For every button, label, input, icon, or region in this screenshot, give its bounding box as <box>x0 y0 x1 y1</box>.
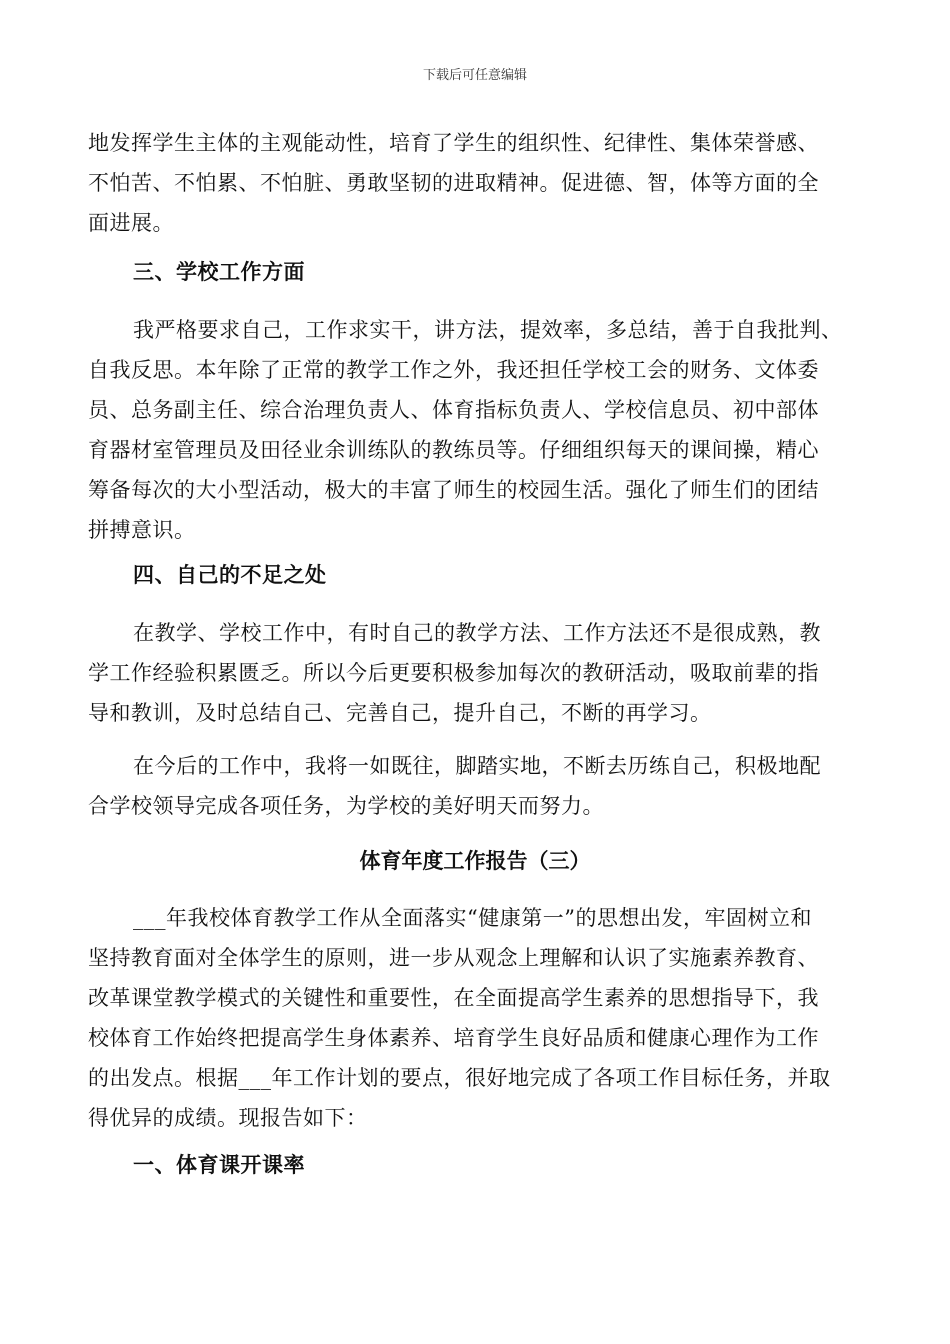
text-line: 的出发点。根据___年工作计划的要点，很好地完成了各项工作目标任务，并取 <box>88 1066 831 1090</box>
text-line: 在教学、学校工作中，有时自己的教学方法、工作方法还不是很成熟，教 <box>133 621 821 645</box>
text-line: 育器材室管理员及田径业余训练队的教练员等。仔细组织每天的课间操，精心 <box>88 438 819 462</box>
section-heading-1 <box>88 1145 863 1185</box>
text-line: 地发挥学生主体的主观能动性，培育了学生的组织性、纪律性、集体荣誉感、 <box>88 131 819 155</box>
heading-text: 四、自己的不足之处 <box>133 562 327 587</box>
heading-text: 三、学校工作方面 <box>133 259 305 284</box>
text-line: 员、总务副主任、综合治理负责人、体育指标负责人、学校信息员、初中部体 <box>88 398 819 422</box>
paragraph-3 <box>88 613 863 733</box>
text-line: ___年我校体育教学工作从全面落实“健康第一”的思想出发，牢固树立和 <box>133 906 812 930</box>
section-heading-3 <box>88 252 863 292</box>
text-line: 拼搏意识。 <box>88 518 196 542</box>
text-line: 不怕苦、不怕累、不怕脏、勇敢坚韧的进取精神。促进德、智，体等方面的全 <box>88 171 819 195</box>
section-heading-4 <box>88 555 863 595</box>
text-line: 导和教训，及时总结自己、完善自己，提升自己，不断的再学习。 <box>88 701 712 725</box>
text-line: 坚持教育面对全体学生的原则，进一步从观念上理解和认识了实施素养教育、 <box>88 946 819 970</box>
heading-text: 一、体育课开课率 <box>133 1152 305 1177</box>
paragraph-1 <box>88 123 863 243</box>
text-line: 在今后的工作中，我将一如既往，脚踏实地，不断去历练自己，积极地配 <box>133 754 821 778</box>
text-line: 自我反思。本年除了正常的教学工作之外，我还担任学校工会的财务、文体委 <box>88 358 819 382</box>
paragraph-4 <box>88 746 863 826</box>
text-line: 校体育工作始终把提高学生身体素养、培育学生良好品质和健康心理作为工作 <box>88 1026 819 1050</box>
text-line: 筹备每次的大小型活动，极大的丰富了师生的校园生活。强化了师生们的团结 <box>88 478 819 502</box>
report-title: 体育年度工作报告（三） <box>359 848 591 873</box>
paragraph-2 <box>88 310 863 550</box>
text-line: 面进展。 <box>88 211 174 235</box>
text-line: 合学校领导完成各项任务，为学校的美好明天而努力。 <box>88 794 604 818</box>
text-line: 我严格要求自己，工作求实干，讲方法，提效率，多总结，善于自我批判、 <box>133 318 843 342</box>
text-line: 改革课堂教学模式的关键性和重要性，在全面提高学生素养的思想指导下，我 <box>88 986 819 1010</box>
paragraph-5 <box>88 898 863 1138</box>
page-header: 下载后可任意编辑 <box>422 68 527 83</box>
text-line: 学工作经验积累匮乏。所以今后更要积极参加每次的教研活动，吸取前辈的指 <box>88 661 819 685</box>
text-line: 得优异的成绩。现报告如下： <box>88 1106 368 1130</box>
